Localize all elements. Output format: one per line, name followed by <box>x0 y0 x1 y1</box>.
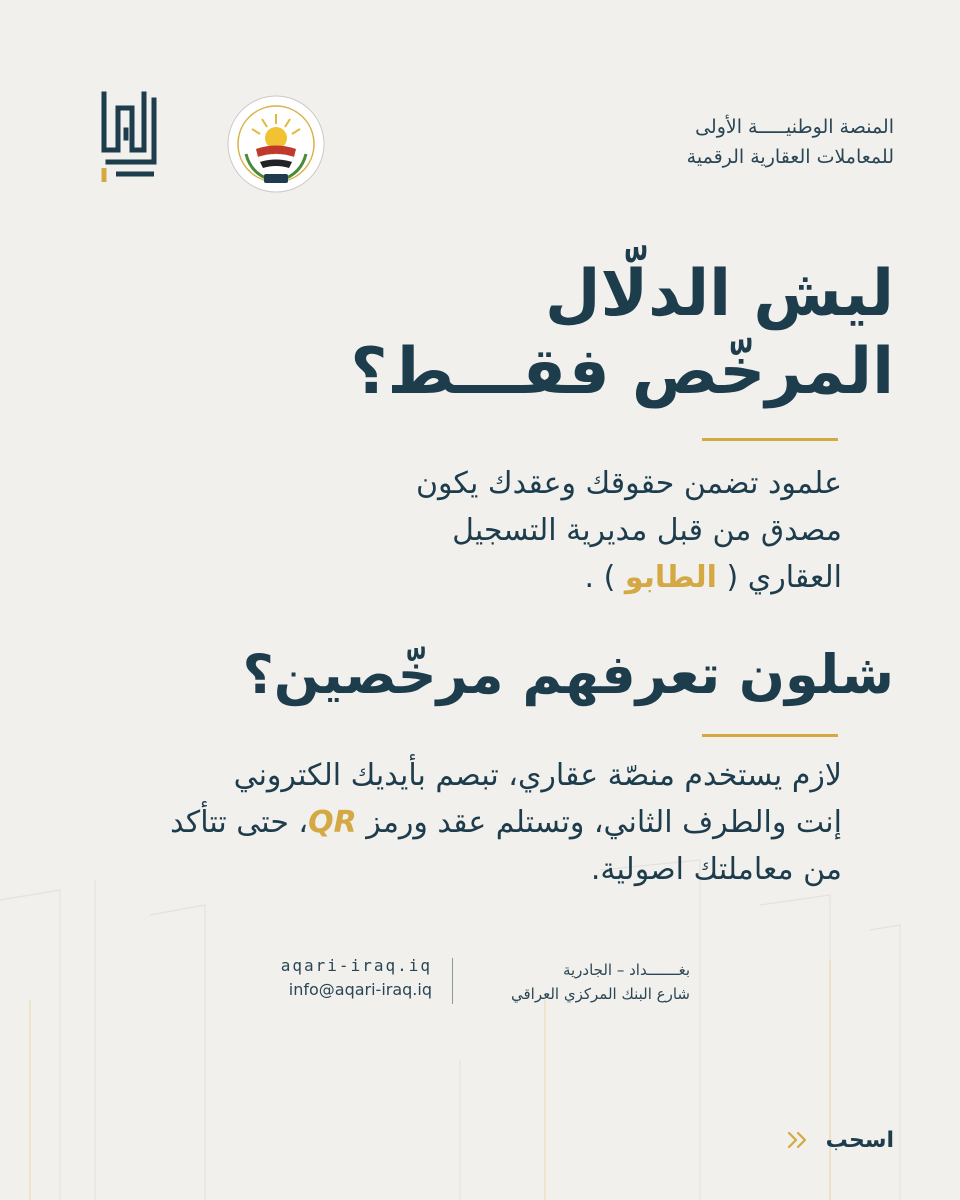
section2-line-3: من معاملتك اصولية. <box>590 852 842 887</box>
qr-highlight: QR <box>308 805 357 840</box>
swipe-hint[interactable] <box>786 1124 894 1156</box>
chamber-of-commerce-logo <box>226 94 326 194</box>
section1-line-3 <box>82 554 842 601</box>
headline <box>134 255 894 411</box>
gold-divider-2 <box>702 734 838 737</box>
licensing-explanation <box>82 460 842 601</box>
section1-line-3-prefix: العقاري ( <box>726 560 842 595</box>
section2-line-2 <box>82 799 842 846</box>
gold-divider-1 <box>702 438 838 441</box>
verification-explanation <box>82 752 842 893</box>
headline-line-1: ليش الدلّال <box>544 257 894 331</box>
section1-line-3-suffix: ) . <box>584 560 616 595</box>
address-block <box>390 958 690 1006</box>
section2-line-2-suffix: ، حتى تتأكد <box>170 805 309 840</box>
subheadline: شلون تعرفهم مرخّصين؟ <box>242 643 894 706</box>
section1-line-1: علمود تضمن حقوقك وعقدك يكون <box>415 466 842 501</box>
tabu-highlight: الطابو <box>624 560 717 595</box>
section1-line-2: مصدق من قبل مديرية التسجيل <box>452 513 842 548</box>
tagline-line-2: للمعاملات العقارية الرقمية <box>686 146 894 168</box>
swipe-label: اسحب <box>825 1127 894 1153</box>
address-line-2: شارع البنك المركزي العراقي <box>510 985 690 1003</box>
platform-tagline <box>534 112 894 172</box>
aqari-logo <box>98 90 160 186</box>
section2-line-2-prefix: إنت والطرف الثاني، وتستلم عقد ورمز <box>366 805 842 840</box>
contact-divider <box>452 958 453 1004</box>
double-chevron-left-icon <box>786 1130 814 1150</box>
tagline-line-1: المنصة الوطنيـــــة الأولى <box>695 116 894 138</box>
headline-line-2: المرخّص فقـــط؟ <box>350 335 894 409</box>
website-link[interactable]: aqari-iraq.iq <box>280 956 432 975</box>
email-link[interactable]: info@aqari-iraq.iq <box>288 980 432 999</box>
section2-line-1: لازم يستخدم منصّة عقاري، تبصم بأيديك الكتروني <box>233 758 842 793</box>
address-line-1: بغـــــــداد – الجادرية <box>562 961 690 979</box>
